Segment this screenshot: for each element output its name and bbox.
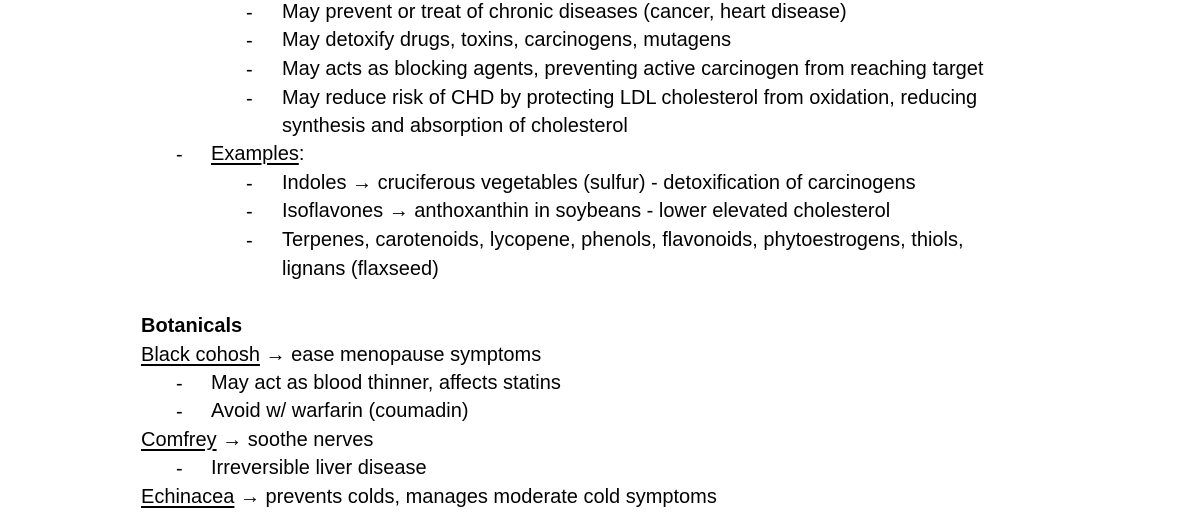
example-item: Isoflavones → anthoxanthin in soybeans - lower elevated cholesterol <box>282 200 891 222</box>
bullet-dash: - <box>176 458 183 480</box>
example-item-continuation: lignans (flaxseed) <box>282 258 439 280</box>
examples-colon: : <box>298 143 305 165</box>
section-heading-botanicals: Botanicals <box>141 315 243 337</box>
bullet-dash: - <box>246 173 253 195</box>
botanical-name: Black cohosh <box>141 344 260 366</box>
botanical-desc: → prevents colds, manages moderate cold symptoms <box>234 486 717 508</box>
bullet-dash: - <box>246 2 253 24</box>
botanical-entry <box>141 343 541 367</box>
benefit-item: May reduce risk of CHD by protecting LDL cholesterol from oxidation, reducing <box>282 87 978 109</box>
bullet-dash: - <box>176 144 183 166</box>
botanical-note: May act as blood thinner, affects statins <box>211 372 561 394</box>
bullet-dash: - <box>246 201 253 223</box>
benefit-item-continuation: synthesis and absorption of cholesterol <box>282 115 628 137</box>
botanical-entry <box>141 485 717 509</box>
benefit-item: May detoxify drugs, toxins, carcinogens, mutagens <box>282 29 732 51</box>
botanical-name: Comfrey <box>141 429 217 451</box>
bullet-dash: - <box>246 88 253 110</box>
bullet-dash: - <box>176 373 183 395</box>
bullet-dash: - <box>246 30 253 52</box>
examples-label: Examples <box>211 143 299 165</box>
bullet-dash: - <box>176 401 183 423</box>
botanical-note: Irreversible liver disease <box>211 457 427 479</box>
botanical-desc: → ease menopause symptoms <box>259 344 542 366</box>
botanical-name: Echinacea <box>141 486 235 508</box>
bullet-dash: - <box>246 59 253 81</box>
example-item: Terpenes, carotenoids, lycopene, phenols, flavonoids, phytoestrogens, thiols, <box>282 229 964 251</box>
example-item: Indoles → cruciferous vegetables (sulfur) - detoxification of carcinogens <box>282 172 916 194</box>
botanical-desc: → soothe nerves <box>216 429 374 451</box>
botanical-note: Avoid w/ warfarin (coumadin) <box>211 400 469 422</box>
examples-heading <box>211 142 304 166</box>
benefit-item: May acts as blocking agents, preventing active carcinogen from reaching target <box>282 58 984 80</box>
botanical-entry <box>141 428 373 452</box>
benefit-item: May prevent or treat of chronic diseases (cancer, heart disease) <box>282 1 847 23</box>
bullet-dash: - <box>246 230 253 252</box>
